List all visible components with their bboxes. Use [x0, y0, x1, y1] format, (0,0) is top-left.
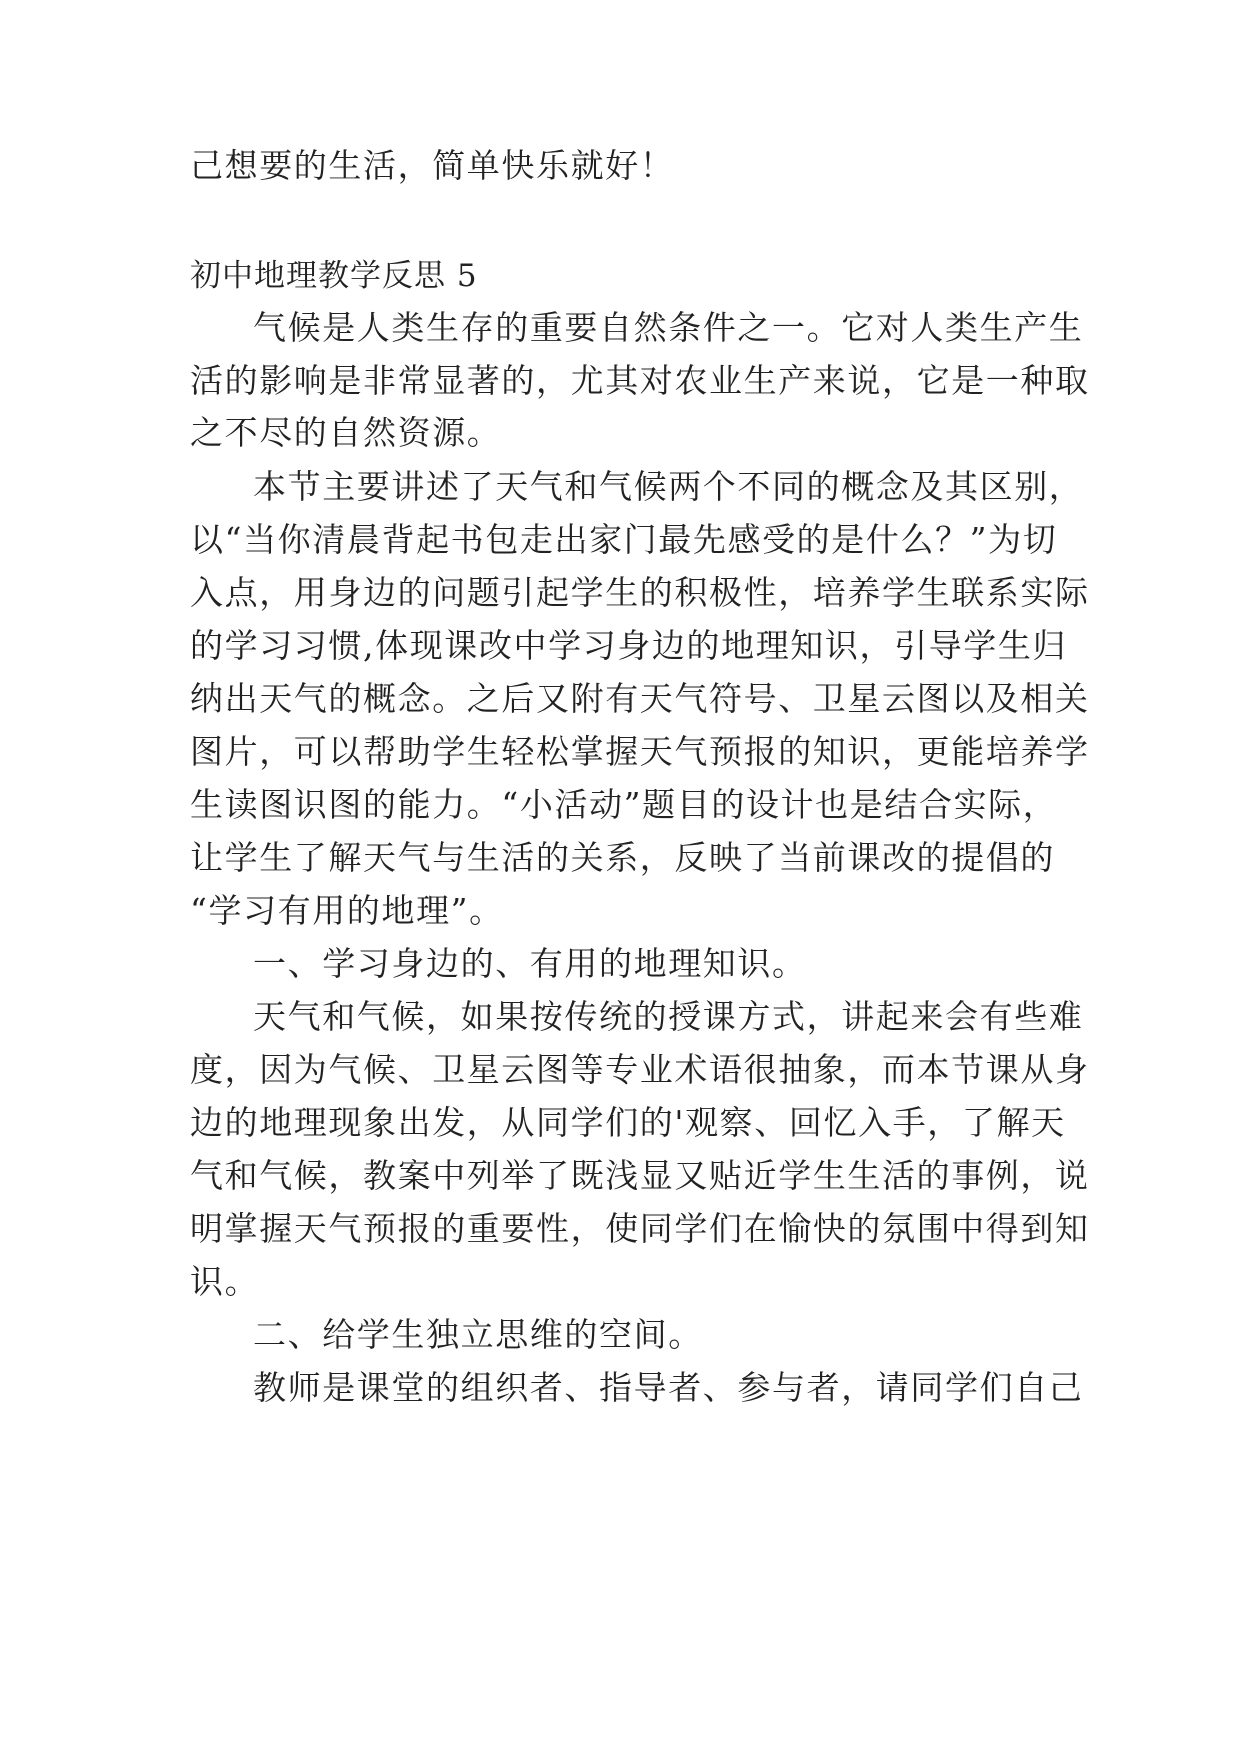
paragraph-line: 图片，可以帮助学生轻松掌握天气预报的知识，更能培养学	[190, 732, 1090, 771]
subheading-line: 一、学习身边的、有用的地理知识。	[253, 944, 807, 983]
paragraph-line: 教师是课堂的组织者、指导者、参与者，请同学们自己	[253, 1368, 1084, 1407]
paragraph-line: 明掌握天气预报的重要性，使同学们在愉快的氛围中得到知	[190, 1209, 1090, 1248]
paragraph-line: 的学习习惯,体现课改中学习身边的地理知识，引导学生归	[190, 626, 1068, 665]
paragraph-line: 本节主要讲述了天气和气候两个不同的概念及其区别，	[253, 467, 1084, 506]
paragraph-line: 气和气候，教案中列举了既浅显又贴近学生生活的事例，说	[190, 1156, 1090, 1195]
paragraph-line: 入点，用身边的问题引起学生的积极性，培养学生联系实际	[190, 573, 1090, 612]
paragraph-line: 度，因为气候、卫星云图等专业术语很抽象，而本节课从身	[190, 1050, 1090, 1089]
paragraph-line: 天气和气候，如果按传统的授课方式，讲起来会有些难	[253, 997, 1084, 1036]
paragraph-line: 气候是人类生存的重要自然条件之一。它对人类生产生	[253, 308, 1084, 347]
paragraph-line: 让学生了解天气与生活的关系，反映了当前课改的提倡的	[190, 838, 1055, 877]
paragraph-line: 识。	[190, 1262, 260, 1301]
section-heading: 初中地理教学反思 5	[190, 258, 478, 294]
subheading-line: 二、给学生独立思维的空间。	[253, 1315, 703, 1354]
paragraph-line: 边的地理现象出发，从同学们的'观察、回忆入手，了解天	[190, 1103, 1066, 1142]
paragraph-line: 以“当你清晨背起书包走出家门最先感受的是什么？”为切	[190, 520, 1058, 559]
paragraph-line: 生读图识图的能力。“小活动”题目的设计也是结合实际，	[190, 785, 1058, 824]
paragraph-continuation-line: 己想要的生活，简单快乐就好！	[190, 146, 675, 185]
paragraph-line: 之不尽的自然资源。	[190, 413, 502, 452]
paragraph-line: 纳出天气的概念。之后又附有天气符号、卫星云图以及相关	[190, 679, 1090, 718]
paragraph-line: 活的影响是非常显著的，尤其对农业生产来说，它是一种取	[190, 361, 1090, 400]
paragraph-line: “学习有用的地理”。	[190, 891, 504, 930]
